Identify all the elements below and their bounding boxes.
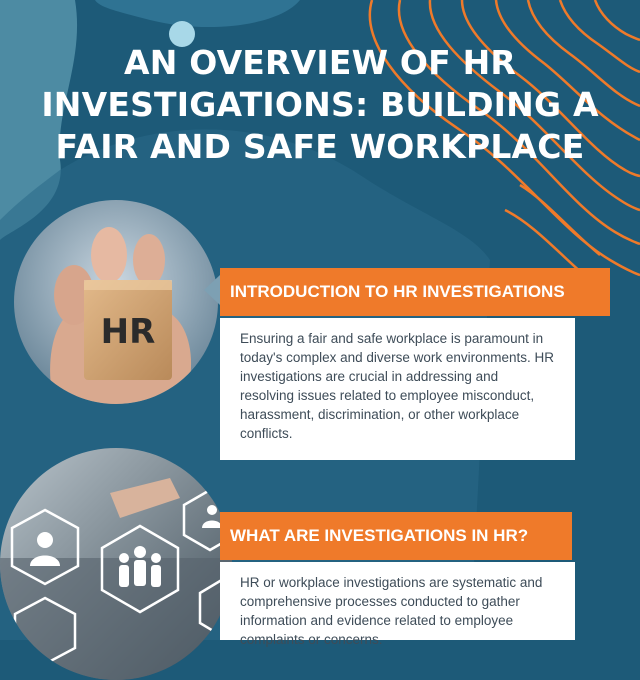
- section-heading-what-are-investigations: WHAT ARE INVESTIGATIONS IN HR?: [220, 512, 572, 560]
- investigation-people-photo: [0, 448, 232, 680]
- title-line-3: FAIR AND SAFE WORKPLACE: [55, 127, 585, 166]
- top-teal-blob: [95, 0, 300, 27]
- callout-pointer-1: [204, 275, 220, 305]
- section-body-introduction: Ensuring a fair and safe workplace is paramount in today's complex and diverse work environments. HR investigations are crucial in addressing and resolving issues related to employee misconduct, harassment, discrimination, or other workplace conflicts.: [220, 318, 575, 460]
- hr-cube-photo: [14, 200, 218, 404]
- section-body-what-are-investigations: HR or workplace investigations are systematic and comprehensive processes conducted to gather information and evidence related to employee complaints or concerns.: [220, 562, 575, 640]
- cube-label: HR: [100, 312, 156, 352]
- section-heading-introduction: INTRODUCTION TO HR INVESTIGATIONS: [220, 268, 610, 316]
- title-line-2: INVESTIGATIONS: BUILDING A: [41, 85, 599, 124]
- title-line-1: AN OVERVIEW OF HR: [123, 43, 517, 82]
- page-title: [20, 42, 620, 168]
